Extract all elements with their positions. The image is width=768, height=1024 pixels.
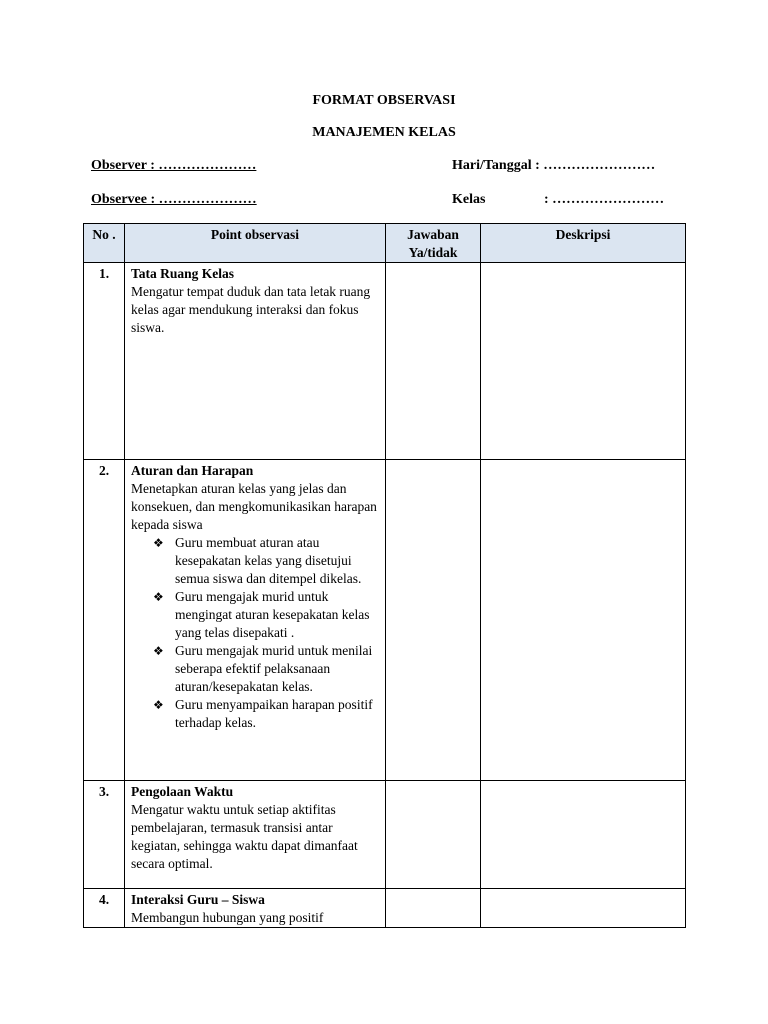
jawaban-cell[interactable] — [386, 781, 481, 889]
point-title: Pengolaan Waktu — [131, 784, 234, 799]
point-description: Mengatur waktu untuk setiap aktifitas pembelajaran, termasuk transisi antar kegiatan, sehingga waktu dapat dimanfaat secara optimal. — [131, 802, 358, 871]
bullet-list — [131, 534, 379, 732]
point-cell — [125, 781, 386, 889]
list-item: ❖ Guru mengajak murid untuk mengingat aturan kesepakatan kelas yang telas disepakati . — [153, 589, 370, 640]
row-number: 3. — [84, 781, 125, 889]
point-cell — [125, 263, 386, 460]
deskripsi-cell[interactable] — [481, 263, 686, 460]
deskripsi-cell[interactable] — [481, 460, 686, 781]
observation-table — [83, 223, 686, 928]
point-description: Membangun hubungan yang positif — [131, 910, 324, 925]
diamond-bullet-icon: ❖ — [153, 536, 164, 550]
observee-field: Observee : ………………… — [91, 192, 257, 207]
kelas-field — [452, 192, 664, 208]
deskripsi-cell[interactable] — [481, 889, 686, 928]
table-row — [84, 460, 686, 781]
diamond-bullet-icon: ❖ — [153, 590, 164, 604]
table-row — [84, 781, 686, 889]
observer-field: Observer : ………………… — [91, 158, 257, 173]
table-row — [84, 263, 686, 460]
hari-tanggal-field: Hari/Tanggal : …………………… — [452, 158, 656, 173]
col-header-point: Point observasi — [125, 224, 386, 263]
deskripsi-cell[interactable] — [481, 781, 686, 889]
point-cell — [125, 889, 386, 928]
document-title: FORMAT OBSERVASI — [312, 93, 456, 108]
document-subtitle: MANAJEMEN KELAS — [312, 125, 456, 140]
table-header-row — [84, 224, 686, 263]
point-cell — [125, 460, 386, 781]
row-number: 4. — [84, 889, 125, 928]
point-title: Aturan dan Harapan — [131, 463, 254, 478]
diamond-bullet-icon: ❖ — [153, 698, 164, 712]
row-number: 2. — [84, 460, 125, 781]
list-item: ❖ Guru membuat aturan atau kesepakatan kelas yang disetujui semua siswa dan ditempel dikelas. — [153, 535, 362, 586]
list-item: ❖ Guru menyampaikan harapan positif terhadap kelas. — [153, 697, 373, 730]
point-title: Interaksi Guru – Siswa — [131, 892, 265, 907]
row-number: 1. — [84, 263, 125, 460]
diamond-bullet-icon: ❖ — [153, 644, 164, 658]
col-header-jawaban: Jawaban Ya/tidak — [386, 224, 481, 263]
jawaban-cell[interactable] — [386, 460, 481, 781]
jawaban-cell[interactable] — [386, 263, 481, 460]
jawaban-cell[interactable] — [386, 889, 481, 928]
kelas-value: : …………………… — [544, 192, 665, 207]
list-item: ❖ Guru mengajak murid untuk menilai seberapa efektif pelaksanaan aturan/kesepakatan kelas. — [153, 643, 373, 694]
col-header-deskripsi: Deskripsi — [481, 224, 686, 263]
point-description: Mengatur tempat duduk dan tata letak ruang kelas agar mendukung interaksi dan fokus siswa. — [131, 284, 371, 335]
kelas-label: Kelas — [452, 192, 486, 207]
col-header-no: No . — [84, 224, 125, 263]
table-row — [84, 889, 686, 928]
point-title: Tata Ruang Kelas — [131, 266, 235, 281]
point-description: Menetapkan aturan kelas yang jelas dan konsekuen, dan mengkomunikasikan harapan kepada siswa — [131, 481, 377, 532]
